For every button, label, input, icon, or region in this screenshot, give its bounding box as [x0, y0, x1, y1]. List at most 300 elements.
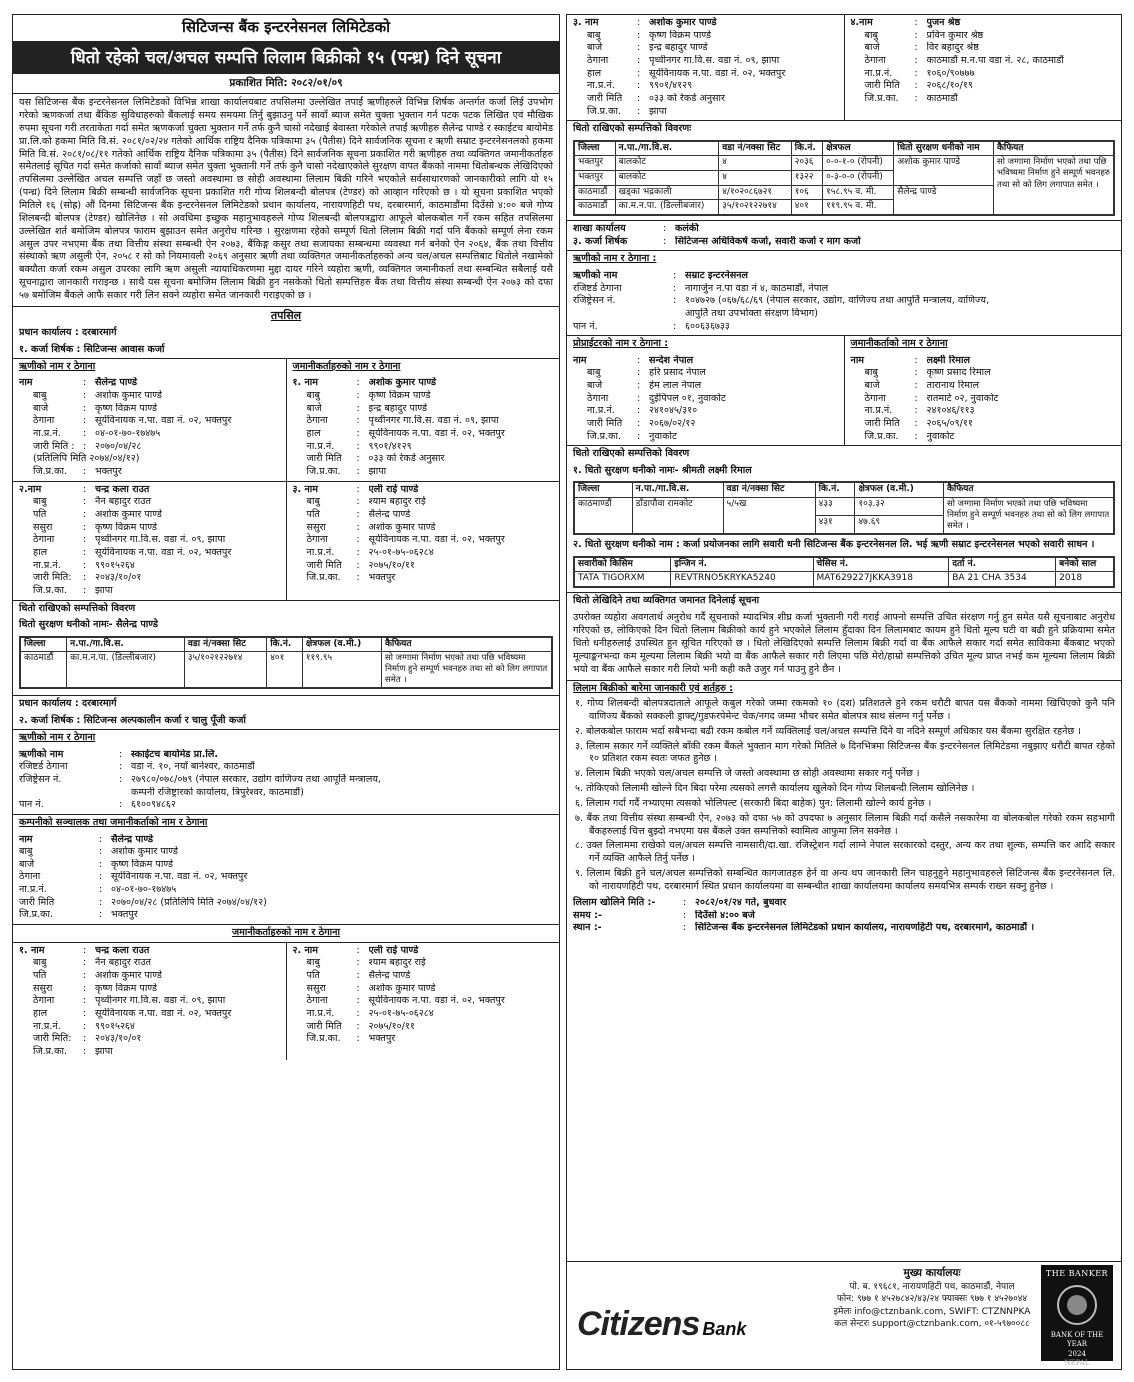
field-separator: :: [99, 858, 103, 870]
field-separator: :: [119, 774, 123, 786]
field-row: [13, 547, 286, 560]
field-row: [287, 466, 560, 479]
field-separator: :: [83, 1045, 87, 1057]
field-separator: :: [356, 572, 360, 584]
field-value: सैलेन्द्र पाण्डे: [111, 833, 154, 845]
sec3-proprietor: [567, 353, 844, 446]
field-separator: [119, 787, 131, 800]
field-label: १. नाम: [19, 944, 45, 956]
field-row: [287, 995, 560, 1008]
field-label: जारी मिति:: [33, 1033, 72, 1045]
field-row: [845, 405, 1122, 418]
field-value: झापा: [95, 1045, 113, 1057]
table-row: ४३१ ४७.६९: [575, 515, 1114, 533]
table-row: भक्तपुर बालकोट ४ १३२२ ०-३-०-० (रोपनी): [575, 171, 1114, 186]
field-value: ६००६३६७३३: [685, 320, 730, 332]
published-date: प्रकाशित मिति: २०८२/०१/०९: [13, 74, 559, 95]
field-separator: :: [356, 483, 360, 495]
field-row: [567, 393, 844, 406]
field-value: कम्पनी रजिष्ट्रारको कार्यालय, त्रिपुरेश्वर, काठमाडौं): [131, 786, 304, 798]
field-separator: :: [637, 80, 641, 92]
field-row: [13, 970, 286, 983]
field-label: समय :-: [573, 909, 602, 921]
field-label: ससुरा: [33, 982, 53, 994]
field-row: [287, 547, 560, 560]
field-row: [13, 995, 286, 1008]
field-row: [13, 774, 559, 787]
field-separator: :: [914, 17, 918, 28]
tapsil-heading: तपसिल: [270, 308, 302, 322]
field-label: ठेगाना: [33, 534, 55, 546]
field-row: [13, 945, 286, 958]
field-value: सूर्यविनायक न.पा. वडा नं. ०२, भक्तपुर: [368, 428, 505, 440]
sec3-borrower: [567, 268, 1121, 335]
field-row: [287, 522, 560, 535]
field-value: कृष्ण विक्रम पाण्डे: [95, 982, 158, 994]
field-separator: :: [356, 453, 360, 465]
field-label: ससुरा: [33, 521, 53, 533]
field-label: पति: [306, 509, 320, 520]
field-separator: :: [914, 392, 918, 404]
field-row: [13, 509, 286, 522]
field-separator: :: [914, 67, 918, 79]
sec2-guarantor-header: जमानीकर्ताहरुको नाम र ठेगाना: [232, 927, 340, 939]
field-label: ना.प्र.नं.: [587, 405, 615, 417]
field-row: [845, 55, 1122, 68]
field-label: जि.प्र.का.: [864, 92, 899, 104]
field-row: [845, 393, 1122, 406]
field-row: [567, 30, 844, 43]
field-row: [13, 749, 559, 762]
field-value: पुजन श्रेष्ठ: [926, 17, 961, 28]
field-label: बाबु: [306, 496, 320, 508]
sec2-guarantors: [13, 942, 559, 1061]
field-label: ३. नाम: [573, 17, 599, 28]
field-label: जारी मिति: [306, 559, 342, 571]
field-separator: :: [637, 417, 641, 429]
sec1-loan-title: १. कर्जा शिर्षक : सिटिजन्स आवास कर्जा: [19, 343, 165, 355]
field-value: १०६०/९०७७७: [926, 67, 975, 79]
field-value: २०७०/०४/२८ (प्रतिलिपि मिति २०७४/०४/१२): [111, 896, 267, 908]
field-separator: :: [637, 67, 641, 79]
field-row: [13, 585, 286, 598]
table-row: काठमाडौं का.म.न.पा. (डिल्लीबजार) ३५/१०२१२२७१४ ४०१ ११९.९५ सो जग्गामा निर्माण भएको तथा पछि भविष्यमा निर्माण हुने सम्पूर्ण भवनहरु तथा सो को लिग लगापात समेत ।: [21, 652, 552, 688]
rule-item: १. गोप्य शिलबन्दी बोलपत्रदाताले आफूले कबुल गरेको जम्मा रकमको १० (दश) प्रतिशतले हुने रकम धरौटी बापत यस बैंकको नाममा खिचिएको कुनै पनि वाणिज्य बैंकको सक्कली ड्राफ्ट्/गुडफरपेमेन्ट चेक/नगद जम्मा भौचर समेत बोलपत्र साथ संलग्न गर्नु पर्नेछ ।: [575, 698, 1115, 722]
field-value: सैलेन्द्र पाण्डे: [95, 377, 138, 389]
field-label: जारी मिति:: [33, 572, 72, 584]
field-row: [13, 884, 559, 897]
field-separator: :: [637, 42, 641, 54]
head-office-details: मुख्य कार्यालयः पो. ब. १९६८१, नारायणहिटी पथ, काठमाडौं, नेपाल फोन: ९७७ १ ४५२७८४२/४३/२४ फ्याक्सः ९७७ १ ४५२७०४४ इमेलः info@ctznbank.com, SWIFT: CTZNNPKA कल सेन्टरः support@ctznbank.com, ०१-५९७००८८: [833, 1267, 1031, 1330]
field-separator: :: [119, 761, 123, 773]
field-separator: :: [356, 428, 360, 440]
sec2-borrower-header: ऋणीको नाम र ठेगाना: [19, 732, 96, 744]
field-row: [13, 496, 286, 509]
field-separator: :: [83, 496, 87, 508]
field-row: [567, 68, 844, 81]
field-label: ऋणीको नाम: [19, 748, 64, 760]
field-value: पृथ्वीनगर गा.वि.स. वडा नं. ०९, झापा: [95, 995, 226, 1007]
field-value: झापा: [649, 105, 667, 117]
sec1-property-table: [19, 636, 553, 690]
field-separator: :: [356, 957, 360, 969]
field-label: ना.प्र.नं.: [306, 546, 335, 558]
field-value: सैलेन्द्र पाण्डे: [368, 969, 411, 981]
field-value: कृष्ण विक्रम पाण्डे: [95, 521, 158, 533]
field-row: [13, 534, 286, 547]
field-row: [13, 1046, 286, 1059]
sec2-guarantor-3: [567, 15, 844, 120]
field-label: हाल: [587, 67, 602, 79]
field-separator: :: [637, 29, 641, 41]
field-label: जि.प्र.का.: [19, 909, 54, 921]
field-value: २०८२/०१/२४ गते, बुधवार: [695, 896, 787, 908]
field-row: [287, 945, 560, 958]
sec2-guarantor-1: [13, 943, 286, 1061]
field-value: वडा नं. १०, नयाँ बानेश्वर, काठमाडौं: [131, 761, 255, 773]
sec3-proprietor-header: प्रोप्राईटरको नाम र ठेगाना :: [573, 338, 669, 350]
field-row: [13, 428, 286, 441]
field-label: बाबु: [33, 957, 47, 969]
col-remarks: कैफियत: [382, 637, 552, 652]
field-row: [13, 572, 286, 585]
field-label: जि.प्र.का.: [33, 1045, 68, 1057]
field-value: एली राई पाण्डे: [368, 483, 419, 495]
citizens-logo: Citizens Bank: [577, 1305, 747, 1343]
field-separator: :: [83, 1007, 87, 1019]
field-row: [13, 415, 286, 428]
field-separator: :: [356, 1020, 360, 1032]
field-separator: :: [356, 982, 360, 994]
field-label: शाखा कार्यालय: [573, 223, 626, 235]
sec2-borrower: [13, 747, 559, 814]
field-label: स्थान :-: [573, 922, 602, 934]
field-value: २०४३/१०/०१: [95, 572, 142, 584]
field-separator: :: [637, 354, 641, 366]
field-separator: :: [356, 390, 360, 402]
sec1-borrower: [13, 375, 286, 480]
field-value: रातमाटे ०२, नुवाकोट: [926, 392, 999, 404]
field-separator: :: [99, 846, 103, 858]
field-row: [287, 390, 560, 403]
field-value: काठमाडौं म.न.पा वडा नं. २८, काठमाडौं: [926, 54, 1064, 66]
field-label: ठेगाना: [306, 995, 328, 1007]
field-value: इन्द्र बहादुर पाण्डे: [649, 42, 708, 54]
notice-title: धितो रहेको चल/अचल सम्पत्ति लिलाम बिक्रीको १५ (पन्ध्र) दिने सूचना: [13, 42, 559, 74]
field-value: कृष्ण विक्रम पाण्डे: [111, 858, 174, 870]
field-row: [13, 1008, 286, 1021]
field-row: [287, 377, 560, 390]
field-value: २०६५/०९/११: [926, 417, 973, 429]
field-row: [13, 871, 559, 884]
field-row: [13, 1021, 286, 1034]
field-separator: :: [637, 392, 641, 404]
field-row: [287, 1033, 560, 1046]
field-separator: :: [356, 995, 360, 1007]
bank-of-year-badge: THE BANKER BANK OF THE YEAR 2024 NEPAL: [1041, 1265, 1113, 1361]
field-value: नागार्जुन न.पा वडा नं ४, काठमाडौं, नेपाल: [685, 282, 829, 294]
table-row: भक्तपुर बालकोट ४ २०३६ ०-०-१-० (रोपनी) अशोक कुमार पाण्डे सो जग्गामा निर्माण भएको तथा पछि भविष्यमा निर्माण हुने सम्पूर्ण भवनहरु तथा सो को लिग लगापात समेत ।: [575, 156, 1114, 171]
field-label: ससुरा: [306, 521, 326, 533]
field-row: [287, 428, 560, 441]
field-value: काठमाडौं: [926, 92, 958, 104]
sec2-office: प्रधान कार्यालय : दरबारमार्ग: [19, 698, 117, 710]
field-row: [845, 68, 1122, 81]
field-value: पृथ्वीनगर गा.वि.स. वडा नं. ०९, झापा: [649, 54, 780, 66]
field-value: ९९०१/४१२९: [649, 80, 693, 92]
field-value: ९९०१५२६४: [95, 559, 135, 571]
field-label: बाबु: [306, 390, 320, 402]
field-label: लिलाम खोलिने मिति :-: [573, 896, 656, 908]
field-value: अशोक कुमार पाण्डे: [95, 509, 162, 520]
field-row: [567, 355, 844, 368]
field-value: झापा: [95, 584, 113, 596]
field-row: [13, 761, 559, 774]
field-label: जि.प्र.का.: [587, 430, 622, 442]
field-value: सूर्यविनायक न.पा. वडा नं. ०२, भक्तपुर: [95, 546, 232, 558]
field-label: ३. कर्जा शिर्षक: [573, 235, 628, 247]
field-separator: :: [83, 546, 87, 558]
field-row: [287, 441, 560, 454]
col-ward: वडा नं/नक्सा सिट: [184, 637, 266, 652]
field-separator: :: [356, 496, 360, 508]
sec3-owner: १. धितो सुरक्षण धनीको नामः- श्रीमती लक्ष्मी रिमाल: [573, 464, 752, 476]
field-separator: :: [663, 223, 667, 235]
field-separator: :: [83, 428, 87, 440]
field-row: [845, 418, 1122, 431]
field-label: जि.प्र.का.: [306, 466, 341, 478]
field-row: [845, 42, 1122, 55]
field-separator: :: [83, 1020, 87, 1032]
field-value: २५-०१-७५-०६२८४: [368, 546, 434, 558]
field-value: ०४-०१-७०-१७४७५: [95, 428, 161, 440]
sec2-property-table: जिल्ला न.पा./गा.वि.स. वडा नं/नक्सा सिट कि.नं. क्षेत्रफल धितो सुरक्षण धनीको नाम कैफियत भक्तपुर बालकोट ४ २०३६ ०-०-१-० (रोपनी) अशोक कुमार पाण्डे सो जग्गामा निर्माण भएको तथा पछि भविष्यमा निर्माण हुने सम्पूर्ण भवनहरु तथा सो को लिग लगापात समेत । भक्तपुर बालकोट ४ १३२२ ०-३-०-० (रोपनी) काठमाडौं खड्का भद्रकाली ४/१०२०८६७२१ १०६ १५८.९५ व. मी. सैलेन्द्र पाण्डे काठमाडौं का.म.न.पा. (डिल्लीबजार) ३५/१०२१२२७१४ ४०१ ११९.९५ व. मी.: [573, 140, 1115, 216]
field-label: जि.प्र.का.: [864, 430, 899, 442]
field-separator: :: [83, 1033, 87, 1045]
field-value: श्याम बहादुर राई: [368, 957, 426, 969]
field-row: [845, 355, 1122, 368]
footer: [567, 1261, 1121, 1369]
field-label: हाल: [33, 1007, 48, 1019]
field-row: [13, 560, 286, 573]
field-label: हाल: [33, 546, 48, 558]
field-row: [287, 534, 560, 547]
field-row: [287, 957, 560, 970]
field-label: नाम: [19, 377, 33, 389]
field-separator: :: [914, 380, 918, 391]
field-label: नाम: [19, 833, 33, 845]
field-label: जारी मिति :: [33, 440, 75, 452]
field-label: जारी मिति: [19, 896, 55, 908]
field-separator: :: [99, 909, 103, 921]
field-label: रजिष्ट्रेसन नं.: [573, 295, 616, 307]
intro-paragraph: यस सिटिजन्स बैंक इन्टरनेसनल लिमिटेडको विभिन्न शाखा कार्यालयबाट तपसिलमा उल्लेखित तपाईं ऋणीहरुले विभिन्न शिर्षक अन्तर्गत कर्जा लिई उपभोग गरेको ऋणकर्जा तथा बैंकिङ सुविधाहरुको बैंकलाई समय समयमा तिर्नु बुझाउनु पर्ने सावाँ ब्याज समेत चुक्ता भुक्तान गर्न पटक पटक लिखित एवं मौखिक रुपमा सूचना गरी तरताकेता गर्दा समेत ऋणकर्जा चुक्ता भुक्तान गर्ने तर्फ कुनै चासो नदेखाई बेवास्ता गरेकोले तपाईं ऋणीहरु सैलेन्द्र पाण्डे र स्काईटच बायोमेड प्रा.लि.को हकमा मिति वि.सं. २०८१/०२/२४ गतेको आर्थिक राष्ट्रिय दैनिक पत्रिकामा ३५ (पैतीस) दिने सार्वजनिक सूचना र ऋणी सम्राट इन्टरनेसनलको हकमा मिति वि.सं. २०८१/०८/११ गतेको आर्थिक राष्ट्रिय दैनिक पत्रिकामा ३५ (पैतीस) दिने सार्वजनिक सूचना प्रकाशित गरी ऋणीहरु तथा व्यक्तिगत जमानीकर्ताहरु समेतलाई सूचित गर्दा समेत कर्जाको सावाँ ब्याज समेत चुक्ता भुक्तानी गर्ने तर्फ कुनै चासो नदेखाएकोले सुरक्षण वापत बैंकको नाममा धितोबन्धक लेखिदिएको तपसिलमा उल्लेखित अचल सम्पत्ति जहाँ छ जस्तो अवस्थामा छ सोही अवस्थामा लिलाम बिक्री गरिने भएकोले सर्वसाधारणको जानकारीको लागि यो १५ (पन्ध्र) दिने लिलाम बिक्री सम्बन्धी सार्वजनिक सूचना प्रकाशित गरी गोप्य शिलबन्दी बोलपत्र (टेण्डर) को आव्हान गरिएको छ । यो सूचना प्रकाशित भएको मितिले १६ (सोह्र) औं दिनमा सिटिजन्स बैंक इन्टरनेसनल लिमिटेडको प्रधान कार्यालय, नारायणहिटी पथ, दरबारमार्ग, काठमाडौंमा दिउँसो ४:०० बजे गोप्य शिलबन्दी बोलपत्र (टेण्डर) खोलिनेछ । सो अवधिमा इच्छुक महानुभावहरुले गोप्य शिलबन्दी बोलपत्रद्वारा आफूले बोलकबोल गर्ने रकम सहित तपसिलमा उल्लेखित शर्त बमोजिम बोलपत्र फाराम बुझाउन समेत अनुरोध गरिन्छ । सुरक्षणमा रहेको सम्पूर्ण धितो लिलाम बिक्री गर्दा पनि बैंकको सम्पूर्ण लेना रकम असुल उपर नभएमा बैंक तथा वित्तीय संस्था सम्बन्धी ऐन २०७३, बैंकिङ्ग कसुर तथा सजायका सम्बन्धमा व्यवस्था गर्न बनेको ऐन २०६४, बैंक तथा वित्तीय संस्थाको ऋण असुली ऐन, २०५८ र सो को नियमावली २०६९ अनुसार ऋणी तथा व्यक्तिगत जमानीकर्ताहरुको अन्य चल/अचल सम्पत्तिबाट धितोले नखामेको बक्यौता कर्जा रकम असुल उपरका लागि ऋण असुली न्यायाधिकरणमा मुद्दा दायर गरिने व्यहोरा ऋणी, व्यक्तिगत जमानीकर्ता तथा सम्बन्धित सबैलाई यसै सूचनाद्वारा जानकारी गराइन्छ । साथै यस सूचना बमोजिम लिलाम बिक्री हुन नसकेको धितो सम्पत्तिहरु बैंक तथा वित्तीय संस्था सम्बन्धी ऐन २०७३ को दफा ५७ बमोजिम बैंकले आफैं सकार गरी लिन सक्ने व्यहोरा समेत जानकारी गराइएको छ ।: [13, 94, 559, 307]
field-label: ना.प्र.नं.: [306, 440, 335, 452]
field-row: [13, 390, 286, 403]
sec1-guarantor-2: [13, 482, 286, 600]
field-separator: :: [83, 415, 87, 427]
field-row: [287, 415, 560, 428]
field-label: ठेगाना: [587, 54, 609, 66]
field-separator: :: [356, 944, 360, 956]
field-label: [19, 787, 119, 800]
field-separator: :: [99, 896, 103, 908]
sec2-guarantor-2: [287, 943, 560, 1048]
sec1-guarantor-3: [287, 482, 560, 587]
field-value: ९९०१५२६४: [95, 1020, 135, 1032]
field-label: जि.प्र.का.: [33, 466, 68, 478]
field-separator: :: [673, 282, 677, 294]
field-value: सैलेन्द्र पाण्डे: [368, 509, 411, 520]
field-value: सूर्यविनायक न.पा. वडा नं. ०२, भक्तपुर: [368, 995, 505, 1007]
field-separator: :: [637, 367, 641, 379]
field-separator: :: [914, 430, 918, 442]
field-value: कृष्ण विक्रम पाण्डे: [368, 390, 431, 402]
field-label: पति: [33, 969, 47, 981]
field-value: नैन बहादुर राउत: [95, 957, 151, 969]
table-row: काठमाडौं का.म.न.पा. (डिल्लीबजार) ३५/१०२१२२७१४ ४०१ ११९.९५ व. मी.: [575, 200, 1114, 215]
col-district: जिल्ला: [21, 637, 67, 652]
field-row: [567, 405, 844, 418]
field-label: बाजे: [33, 402, 49, 414]
field-value: इन्द्र बहादुर पाण्डे: [368, 402, 428, 414]
field-row: [287, 496, 560, 509]
field-label: ना.प्र.नं.: [33, 559, 61, 571]
field-row: [287, 970, 560, 983]
field-label: ना.प्र.नं.: [33, 428, 61, 440]
field-label: २. नाम: [292, 944, 319, 956]
field-separator: :: [356, 1007, 360, 1019]
table-row: काठमाडौं खड्का भद्रकाली ४/१०२०८६७२१ १०६ १५८.९५ व. मी. सैलेन्द्र पाण्डे: [575, 185, 1114, 200]
field-separator: :: [83, 944, 87, 956]
sec3-guarantor: [845, 353, 1122, 446]
field-separator: :: [356, 969, 360, 981]
rule-item: ९. लिलाम बिक्री हुने चल/अचल सम्पत्तिको सम्बन्धित कागजातहरु हेर्न वा अन्य थप जानकारी लिन चाहनुहुने महानुभावहरुले सिटिजन्स बैंक इन्टरनेसनल लि. को नारायणहिटी पथ, दरबारमार्ग स्थित प्रधान कार्यालयमा वा सम्बन्धीत शाखा कार्यालयमा कार्यालय समयभित्र सम्पर्क राख्न सक्नु हुनेछ ।: [575, 868, 1115, 893]
field-separator: :: [83, 390, 87, 402]
field-value: श्याम बहादुर राई: [368, 496, 426, 508]
field-label: नाम: [573, 354, 587, 366]
field-label: ठेगाना: [19, 871, 41, 883]
field-label: पान नं.: [19, 799, 44, 811]
sec1-parties-2: [13, 481, 559, 600]
field-separator: :: [83, 995, 87, 1007]
field-value: ६१००९४८६२: [131, 799, 176, 811]
award-medal-icon: [1057, 1285, 1097, 1325]
field-value: सूर्यविनायक न.पा. वडा नं. ०२, भक्तपुर: [649, 67, 786, 79]
field-row: [567, 55, 844, 68]
field-label: ठेगाना: [864, 54, 886, 66]
field-row: [845, 17, 1122, 30]
field-separator: :: [914, 80, 918, 92]
field-separator: :: [673, 320, 677, 332]
field-label: ना.प्र.नं.: [864, 405, 893, 417]
field-row: [567, 308, 1121, 321]
opening-details: [567, 895, 1121, 937]
field-value: विर बहादुर श्रेष्ठ: [926, 42, 979, 54]
field-separator: :: [663, 235, 667, 247]
field-label: ठेगाना: [33, 995, 55, 1007]
field-value: स्काईटच बायोमेड प्रा.लि.: [131, 748, 219, 760]
vehicle-header: २. धितो सुरक्षण धनीको नाम : कर्जा प्रयोजनका लागि सवारी धनी सिटिजन्स बैंक इन्टरनेसनल लि. भई ऋणी सम्राट इन्टरनेसनल भएको सवारी साधन ।: [573, 539, 1095, 551]
field-label: ठेगाना: [33, 415, 55, 427]
field-label: बाबु: [19, 846, 33, 858]
rule-item: ६. लिलाम गर्दा गर्दै नभ्याएमा त्यसको भोलिपल्ट (सरकारी बिदा बाहेक) पुन: लिलामी खोल्ने कार्य हुनेछ ।: [575, 797, 932, 809]
field-label: बाजे: [864, 380, 880, 391]
field-label: [573, 308, 673, 321]
field-separator: :: [914, 29, 918, 41]
field-label: बाबु: [306, 957, 320, 969]
field-value: ०३३ को रेकर्ड अनुसार: [368, 453, 445, 465]
field-value: २०४३/१०/०१: [95, 1033, 142, 1045]
field-separator: :: [673, 269, 677, 281]
field-value: २५-०१-७५-०६२८४: [368, 1007, 434, 1019]
field-label: बाबु: [864, 29, 878, 41]
field-separator: :: [914, 354, 918, 366]
field-value: २०६८/१०/१९: [926, 80, 973, 92]
field-label: जि.प्र.का.: [306, 1033, 341, 1045]
field-value: २०७५/१०/११: [368, 1020, 415, 1032]
field-value: दिउँसो ४:०० बजे: [695, 909, 755, 921]
field-label: बाजे: [587, 380, 603, 391]
field-value: झापा: [368, 466, 387, 478]
field-label: बाबु: [33, 496, 47, 508]
field-value: तारानाथ रिमाल: [926, 380, 979, 391]
sec3-property-table: जिल्ला न.पा./गा.वि.स. वडा नं/नक्सा सिट कि.नं. क्षेत्रफल (व.मी.) कैफियत काठमाण्डौं डाँडापौवा रामकोट ५/५ख ४३३ १०३.३२ सो जग्गामा निर्माण भएको तथा पछि भविष्यमा निर्माण हुने सम्पूर्ण भवनहरु तथा सो को लिग लगापात समेत । ४३१ ४७.६९: [573, 481, 1115, 535]
field-value: सिटिजन्स बैंक इन्टरनेसनल लिमिटेडको प्रधान कार्यालय, नारायणहिटी पथ, दरबारमार्ग, काठमाडौं ।: [695, 922, 1035, 934]
sec2-director-header: कम्पनीको सञ्चालक तथा जमानीकर्ताको नाम र ठेगाना: [19, 817, 208, 829]
field-label: ससुरा: [306, 982, 326, 994]
field-value: प्रविन कुमार श्रेष्ठ: [926, 29, 984, 41]
field-label: ना.प्र.नं.: [587, 80, 615, 92]
field-row: [13, 859, 559, 872]
field-row: [13, 834, 559, 847]
field-row: [567, 431, 844, 444]
field-label: बाबु: [587, 29, 601, 41]
field-value: ९९०१/४१२९: [368, 440, 412, 452]
field-value: ०४-०१-७०-१७४७५: [111, 884, 177, 896]
field-row: [567, 910, 1121, 923]
field-separator: :: [673, 295, 677, 307]
field-label: रजिष्टर्ड ठेगाना: [573, 282, 622, 294]
field-separator: :: [637, 105, 641, 117]
field-separator: :: [637, 54, 641, 66]
sec1-office: प्रधान कार्यालय : दरबारमार्ग: [19, 327, 117, 339]
field-separator: :: [356, 546, 360, 558]
field-value: भक्तपुर: [368, 1033, 396, 1045]
field-separator: :: [914, 42, 918, 54]
field-separator: :: [83, 572, 87, 584]
field-value: नुवाकोट: [926, 430, 955, 442]
field-value: चन्द्र कला राउत: [95, 483, 150, 495]
field-separator: :: [683, 896, 687, 908]
rule-item: ५. तोकिएको लिलामी खोल्ने दिन बिदा परेमा त्यसको लगत्तै कार्यालय खुलेको दिन गोप्य शिलबन्दी लिलाम खोलिनेछ ।: [575, 783, 975, 795]
field-label: बाबु: [864, 367, 878, 379]
field-value: एली राई पाण्डे: [368, 944, 419, 956]
field-row: [567, 236, 1121, 249]
field-separator: :: [356, 521, 360, 533]
rule-item: ८. उक्त लिलाममा राखेको चल/अचल सम्पत्ति नामसारी/दा.खा. रजिस्ट्रेशन गर्दा लाग्ने नेपाल सरकारको दस्तुर, अन्य कर तथा शुल्क, सम्पत्ति कर आदि सकार गर्ने व्यक्ति आफैले तिर्नु पर्नेछ ।: [575, 840, 1115, 865]
field-separator: :: [83, 982, 87, 994]
field-label: ना.प्र.नं.: [306, 1007, 335, 1019]
field-separator: :: [83, 521, 87, 533]
field-separator: :: [83, 559, 87, 571]
field-row: [845, 380, 1122, 393]
field-row: [287, 572, 560, 585]
field-value: सूर्यविनायक न.पा. वडा नं. ०२, भक्तपुर: [95, 1007, 232, 1019]
field-label: जि.प्र.का.: [33, 584, 68, 596]
sec2-guarantor-4: [845, 15, 1122, 108]
field-label: ४.नाम: [850, 17, 873, 28]
